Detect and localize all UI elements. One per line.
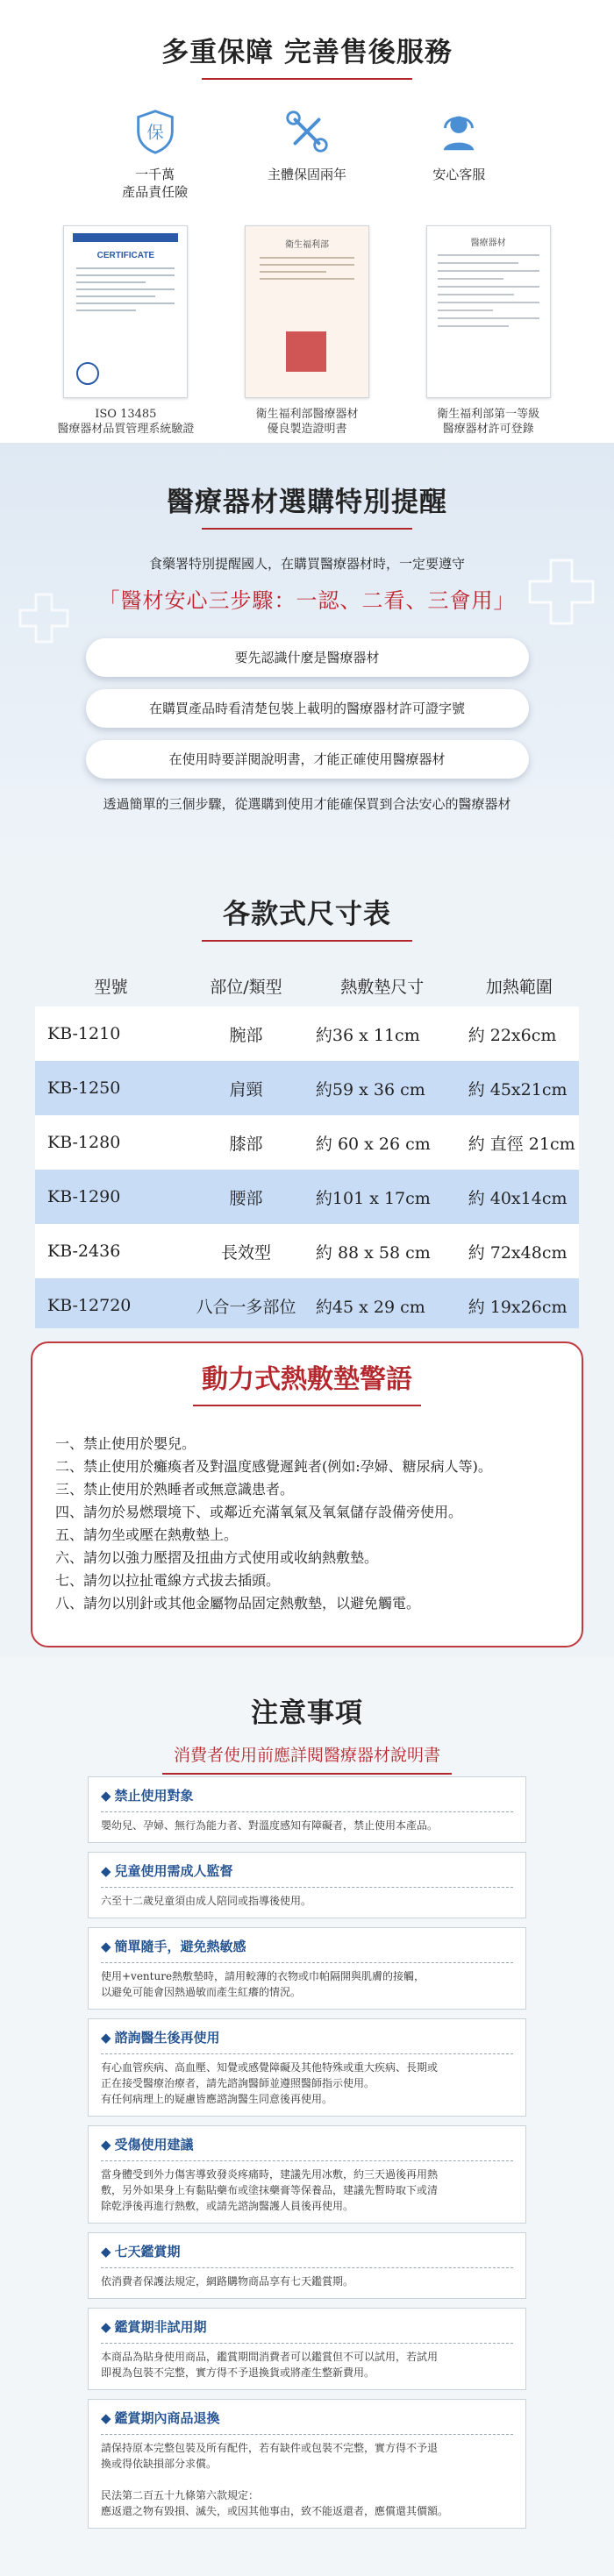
table-row (35, 1278, 579, 1333)
table-cell: 膝部 (187, 1115, 305, 1170)
notes-card (88, 2232, 526, 2299)
certificate-caption: ISO 13485 醫療器材品質管理系統驗證 (57, 408, 195, 436)
diamond-icon: ◆ (101, 1863, 111, 1879)
reminder-section (0, 443, 614, 855)
table-cell: 長效型 (187, 1224, 305, 1278)
warning-item: 七、請勿以拉扯電線方式拔去插頭。 (55, 1572, 281, 1589)
notes-card (88, 2018, 526, 2117)
table-cell: 腰部 (187, 1170, 305, 1224)
notes-title: 注意事項 (251, 1697, 363, 1729)
size-title: 各款式尺寸表 (223, 899, 391, 930)
notes-card (88, 2399, 526, 2529)
table-cell: 約 45x21cm (460, 1061, 579, 1115)
card-divider (101, 2160, 513, 2161)
diamond-icon: ◆ (101, 1939, 111, 1954)
warning-item: 一、禁止使用於嬰兒。 (55, 1435, 196, 1452)
feature-label: 主體保固兩年 (267, 167, 346, 182)
reminder-step: 在使用時要詳閱說明書，才能正確使用醫療器材 (86, 740, 529, 779)
diamond-icon: ◆ (101, 2137, 111, 2153)
card-text: 依消費者保護法規定，網路購物商品享有七天鑑賞期。 (101, 2275, 354, 2288)
subtitle-divider (162, 1773, 452, 1775)
service-section (0, 0, 614, 443)
diamond-icon: ◆ (101, 2410, 111, 2426)
card-heading-row (101, 2409, 513, 2427)
reminder-step: 要先認識什麼是醫療器材 (86, 638, 529, 677)
table-row (35, 1061, 579, 1115)
table-row (35, 1007, 579, 1061)
table-cell: 約36 x 11cm (305, 1007, 460, 1061)
card-heading-row (101, 1937, 513, 1955)
table-row (35, 1224, 579, 1278)
table-cell: 肩頸 (187, 1061, 305, 1115)
diamond-icon: ◆ (101, 2244, 111, 2259)
feature-warranty (241, 106, 373, 201)
notes-card (88, 2308, 526, 2390)
card-heading-row (101, 2028, 513, 2046)
notes-section (0, 1657, 614, 2576)
notes-card (88, 1852, 526, 1918)
notes-card (88, 2125, 526, 2224)
table-cell: 約 22x6cm (460, 1007, 579, 1061)
card-divider (101, 1811, 513, 1812)
card-heading: 諮詢醫生後再使用 (114, 2030, 220, 2046)
card-text: 六至十二歲兒童須由成人陪同或指導後使用。 (101, 1895, 312, 1907)
certificate-row (35, 225, 579, 437)
feature-label: 安心客服 (432, 167, 486, 182)
card-heading: 兒童使用需成人監督 (114, 1863, 233, 1879)
card-text: 本商品為貼身使用商品，鑑賞期間消費者可以鑑賞但不可以試用，若試用 即視為包裝不完整，實方得不予退換貨或將產生整新費用。 (101, 2351, 439, 2379)
card-divider (101, 2343, 513, 2344)
card-text: 請保持原本完整包裝及所有配件，若有缺件或包裝不完整，實方得不予退 換或得依缺損部分求償。 民法第二百五十九條第六款規定： 應返還之物有毀損、滅失，或因其他事由，致不能返還者，應償還其價額。 (101, 2442, 449, 2517)
warning-item: 四、請勿於易燃環境下、或鄰近充滿氧氣及氧氣儲存設備旁使用。 (55, 1504, 463, 1520)
warning-item: 六、請勿以強力壓摺及扭曲方式使用或收納熱敷墊。 (55, 1549, 379, 1566)
table-cell: KB-1210 (35, 1007, 187, 1061)
table-cell: 約 直徑 21cm (460, 1115, 579, 1170)
table-cell: KB-12720 (35, 1278, 187, 1333)
card-text: 當身體受到外力傷害導致發炎疼痛時，建議先用冰敷，約三天過後再用熱 敷，另外如果身上有黏貼藥布或塗抹藥膏等保養品，建議先暫時取下或清 除乾淨後再進行熱敷，或請先諮詢醫護人員後再使用。 (101, 2168, 439, 2212)
card-heading-row (101, 2242, 513, 2260)
service-title: 多重保障 完善售後服務 (161, 37, 453, 68)
title-divider (202, 528, 412, 530)
certificate-gmp (219, 225, 395, 437)
card-heading: 禁止使用對象 (114, 1788, 194, 1804)
title-divider (193, 1405, 421, 1406)
table-header-row (35, 964, 579, 1007)
card-text: 嬰幼兒、孕婦、無行為能力者、對溫度感知有障礙者，禁止使用本產品。 (101, 1819, 439, 1832)
diamond-icon: ◆ (101, 2319, 111, 2335)
column-header: 部位/類型 (210, 977, 282, 997)
wrench-tools-icon (282, 106, 332, 157)
card-heading-row (101, 1786, 513, 1804)
card-heading: 七天鑑賞期 (114, 2244, 181, 2259)
card-divider (101, 2267, 513, 2268)
table-cell: 約 72x48cm (460, 1224, 579, 1278)
warning-list (55, 1433, 582, 1615)
size-table (35, 964, 579, 1333)
card-text: 使用+venture熱敷墊時，請用較薄的衣物或巾帕隔開與肌膚的接觸， 以避免可能會因熱過敏而產生紅癢的情況。 (101, 1970, 425, 1998)
medical-cross-decoration (18, 592, 70, 644)
certificate-heading: 衛生福利部 (284, 240, 329, 250)
certificate-caption: 衛生福利部第一等級 醫療器材許可登錄 (437, 408, 540, 436)
warning-section (0, 1328, 614, 1657)
feature-label: 一千萬 產品責任險 (122, 167, 189, 200)
table-cell: 八合一多部位 (187, 1278, 305, 1333)
table-row (35, 1170, 579, 1224)
diamond-icon: ◆ (101, 1788, 111, 1804)
svg-text:保: 保 (146, 122, 164, 143)
table-cell: 約 88 x 58 cm (305, 1224, 460, 1278)
notes-subtitle: 消費者使用前應詳閱醫療器材說明書 (173, 1746, 440, 1765)
title-divider (202, 78, 412, 80)
certificate-image (426, 225, 551, 398)
warning-item: 五、請勿坐或壓在熱敷墊上。 (55, 1526, 239, 1543)
card-heading: 簡單隨手，避免熱敏感 (114, 1939, 246, 1954)
card-heading-row (101, 2317, 513, 2336)
card-divider (101, 1887, 513, 1888)
table-cell: 約45 x 29 cm (305, 1278, 460, 1333)
card-heading: 受傷使用建議 (114, 2137, 194, 2153)
card-divider (101, 1962, 513, 1963)
headset-support-icon (433, 106, 484, 157)
certificate-image (245, 225, 369, 398)
column-header: 型號 (94, 977, 128, 997)
diamond-icon: ◆ (101, 2030, 111, 2046)
reminder-title: 醫療器材選購特別提醒 (167, 487, 447, 518)
column-header: 加熱範圍 (485, 977, 553, 997)
table-cell: 約 60 x 26 cm (305, 1115, 460, 1170)
notes-card-list (88, 1776, 526, 2537)
medical-cross-decoration (526, 557, 596, 627)
card-divider (101, 2053, 513, 2054)
table-cell: 約 19x26cm (460, 1278, 579, 1333)
reminder-slogan: 「醫材安心三步驟：一認、二看、三會用」 (98, 588, 516, 613)
feature-support (393, 106, 525, 201)
notes-card (88, 1927, 526, 2010)
reminder-intro: 食藥署特別提醒國人，在購買醫療器材時，一定要遵守 (148, 556, 465, 572)
reminder-footer: 透過簡單的三個步驟，從選購到使用才能確保買到合法安心的醫療器材 (103, 796, 511, 812)
warning-item: 八、請勿以別針或其他金屬物品固定熱敷墊，以避免觸電。 (55, 1595, 421, 1612)
table-cell: 約 40x14cm (460, 1170, 579, 1224)
certificate-heading: 醫療器材 (470, 238, 506, 248)
warning-item: 二、禁止使用於癱瘓者及對溫度感覺遲鈍者(例如:孕婦、糖尿病人等)。 (55, 1458, 492, 1475)
card-heading: 鑑賞期內商品退換 (114, 2410, 220, 2426)
table-cell: KB-1280 (35, 1115, 187, 1170)
title-divider (202, 940, 412, 942)
certificate-heading: CERTIFICATE (96, 251, 155, 260)
table-row (35, 1115, 579, 1170)
card-divider (101, 2434, 513, 2435)
warning-item: 三、禁止使用於熟睡者或無意識患者。 (55, 1481, 295, 1498)
column-header: 熱敷墊尺寸 (340, 977, 425, 997)
certificate-license (401, 225, 576, 437)
feature-insurance (89, 106, 221, 201)
table-cell: 約101 x 17cm (305, 1170, 460, 1224)
warning-box (31, 1341, 583, 1647)
certificate-iso (38, 225, 213, 437)
reminder-step: 在購買產品時看清楚包裝上載明的醫療器材許可證字號 (86, 689, 529, 728)
table-cell: KB-1250 (35, 1061, 187, 1115)
notes-card (88, 1776, 526, 1843)
warning-title: 動力式熱敷墊警語 (202, 1364, 412, 1395)
card-heading-row (101, 1861, 513, 1880)
table-cell: KB-2436 (35, 1224, 187, 1278)
table-cell: 約59 x 36 cm (305, 1061, 460, 1115)
card-heading: 鑑賞期非試用期 (114, 2319, 207, 2335)
card-heading-row (101, 2135, 513, 2153)
size-section (0, 855, 614, 1328)
feature-row (79, 106, 535, 201)
table-cell: 腕部 (187, 1007, 305, 1061)
table-cell: KB-1290 (35, 1170, 187, 1224)
card-text: 有心血管疾病、高血壓、知覺或感覺障礙及其他特殊或重大疾病、長期或 正在接受醫療治療者，請先諮詢醫師並遵照醫師指示使用。 有任何病理上的疑慮皆應諮詢醫生同意後再使用。 (101, 2061, 439, 2105)
certificate-image (63, 225, 188, 398)
shield-bao-icon (130, 106, 181, 157)
certificate-caption: 衛生福利部醫療器材 優良製造證明書 (255, 408, 359, 436)
